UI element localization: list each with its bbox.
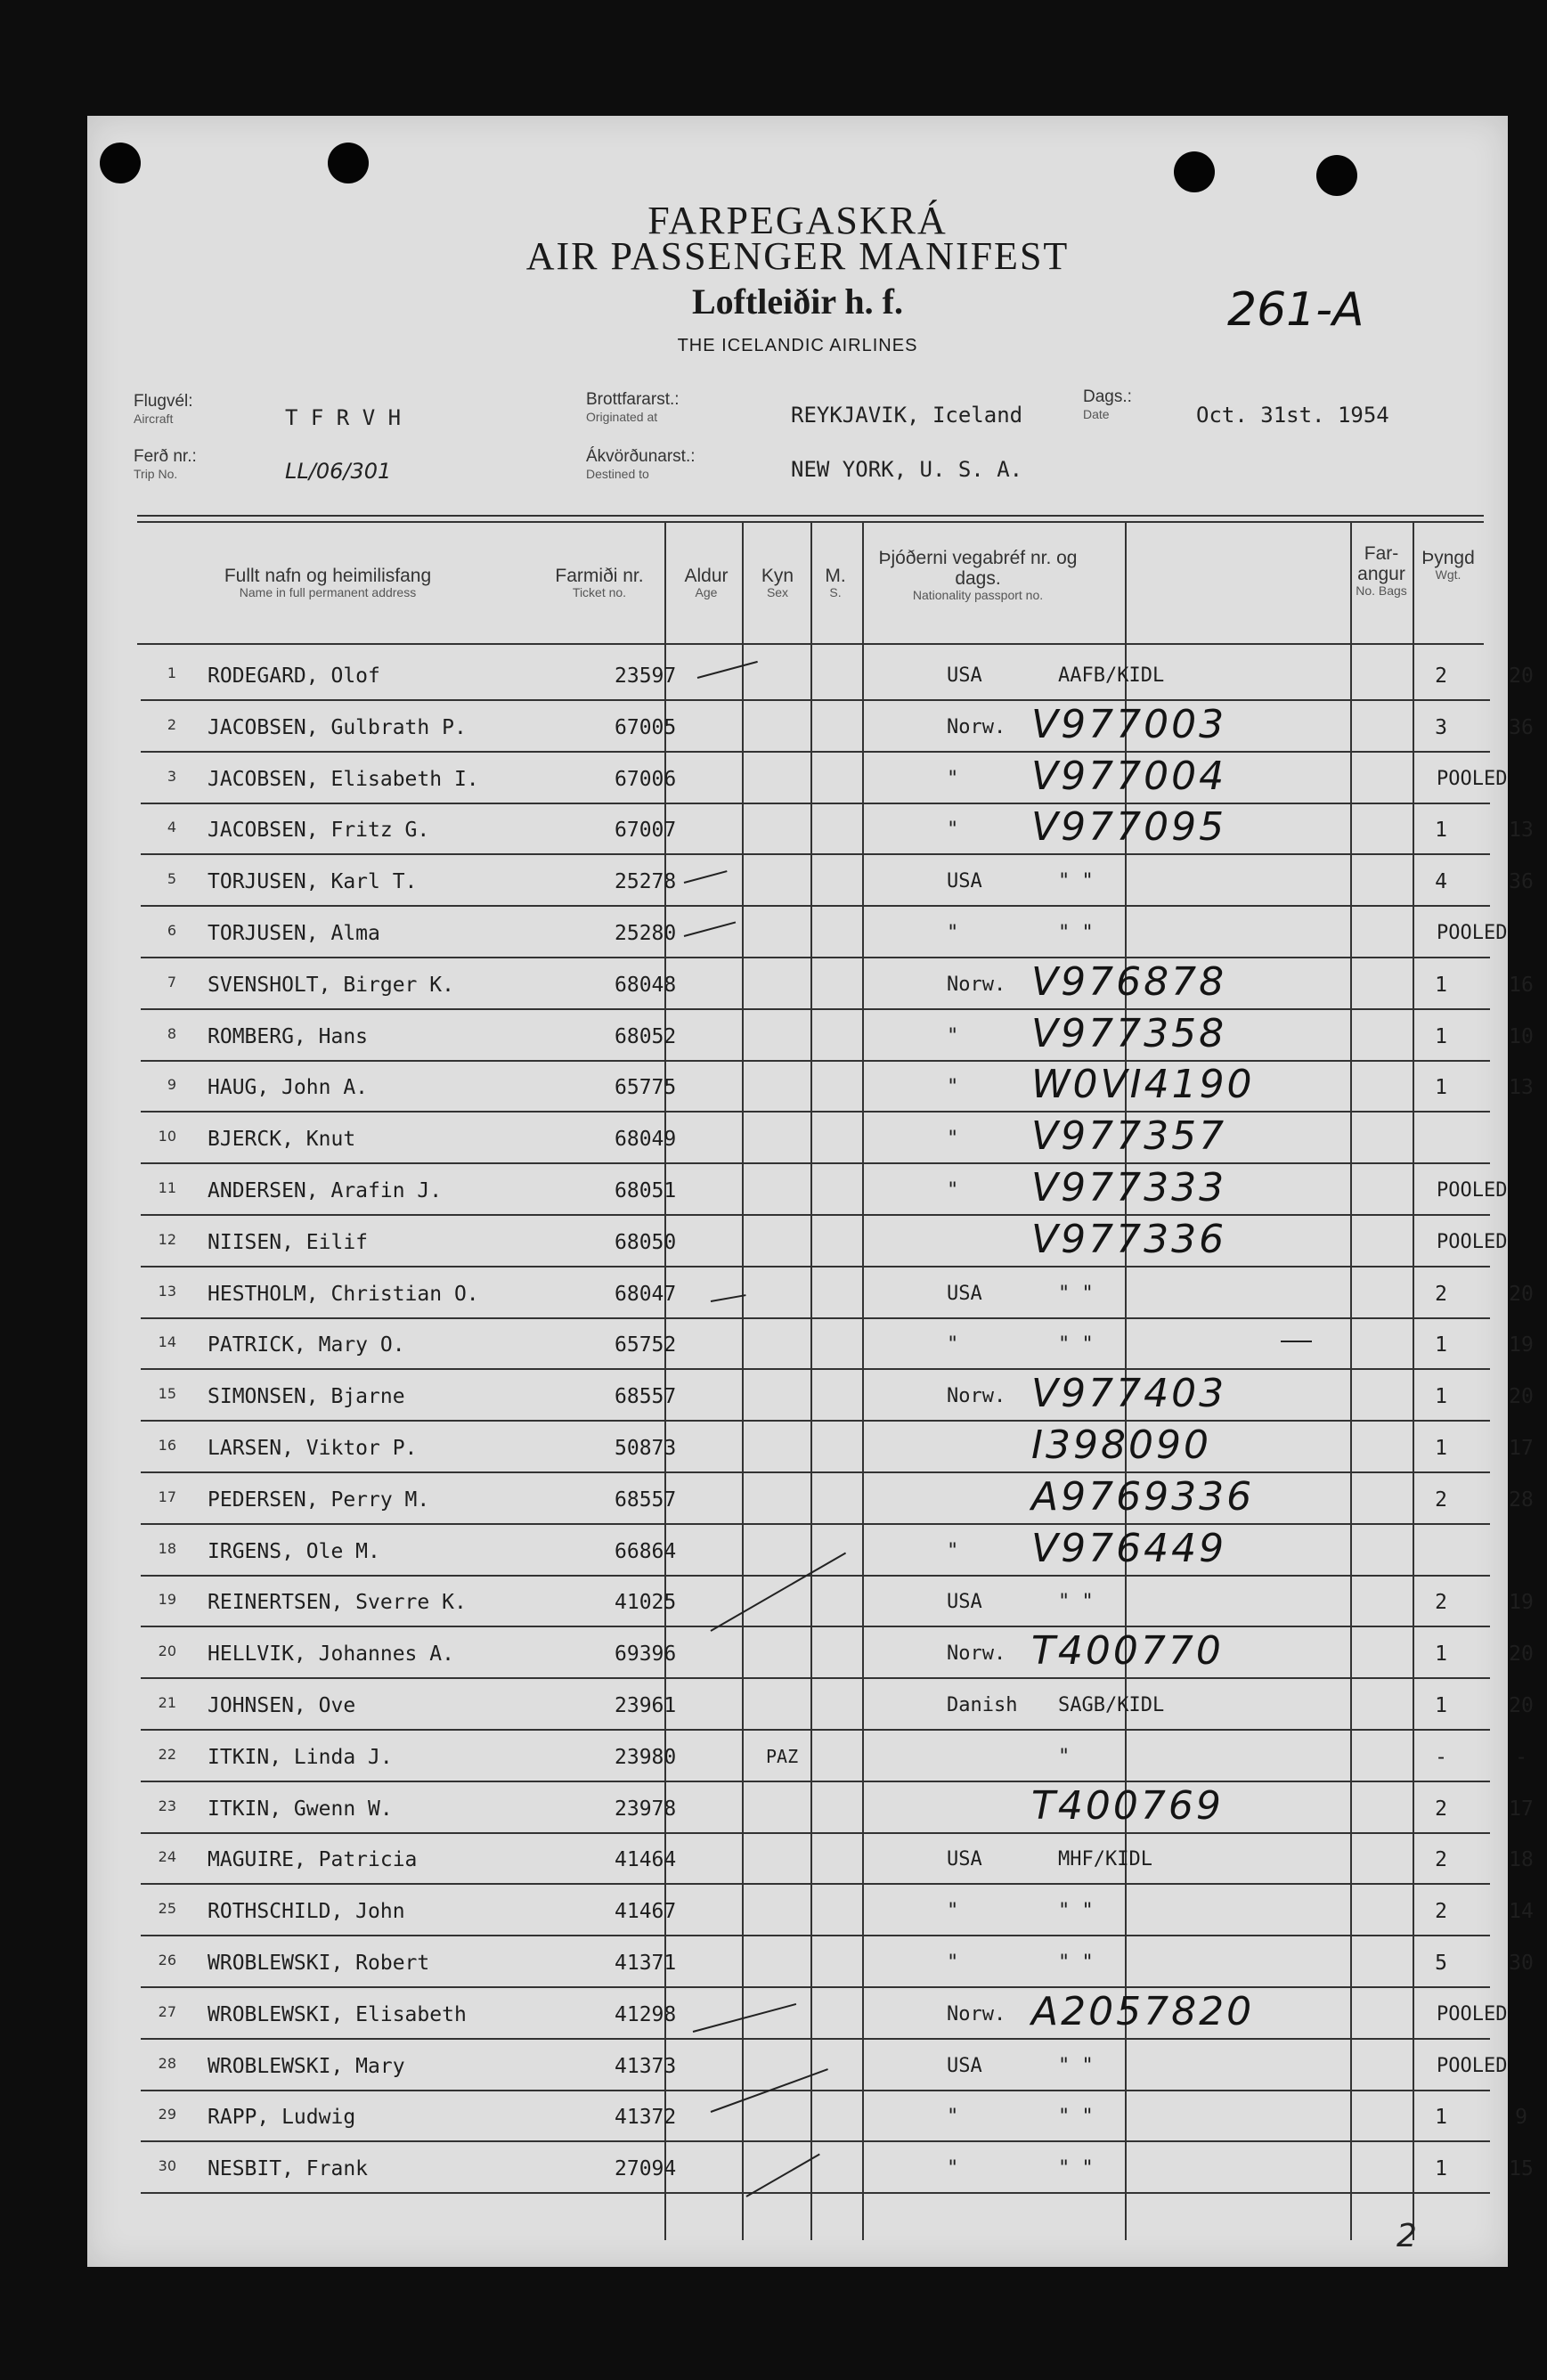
row-number: 11 (158, 1179, 176, 1196)
manifest-sheet (87, 116, 1534, 2267)
nationality: " (947, 1128, 959, 1151)
baggage-weight: 13 (1509, 819, 1534, 843)
passenger-name: RODEGARD, Olof (208, 664, 380, 688)
bag-count: 2 (1435, 1797, 1447, 1821)
ticket-number: 41298 (615, 2002, 677, 2026)
bag-count: 1 (1435, 1694, 1447, 1717)
row-number: 26 (158, 1952, 176, 1968)
col-header-sex: Kyn Sex (761, 566, 794, 600)
passenger-name: HESTHOLM, Christian O. (208, 1282, 479, 1306)
row-number: 27 (158, 2002, 176, 2020)
table-row (141, 1730, 1527, 1782)
title-english: AIR PASSENGER MANIFEST (525, 234, 1070, 278)
pooled-luggage: POOLED (1437, 1230, 1508, 1253)
passport-number: V977095 (1031, 804, 1227, 851)
table-row (141, 1369, 1534, 1422)
passenger-name: NESBIT, Frank (208, 2157, 369, 2181)
table-row (141, 1421, 1534, 1473)
baggage-weight: 14 (1509, 1900, 1534, 1924)
passport-number: V977004 (1031, 753, 1227, 799)
passport-book: " " (1058, 1952, 1094, 1974)
bag-count: 1 (1435, 1437, 1447, 1460)
passport-number: A9769336 (1031, 1473, 1255, 1520)
date-label: Dags.: Date (1083, 387, 1132, 421)
baggage-weight: 16 (1509, 973, 1534, 997)
col-header-age: Aldur Age (684, 566, 729, 600)
passport-book: " " (1058, 1900, 1094, 1923)
passenger-name: JACOBSEN, Gulbrath P. (208, 715, 467, 739)
table-row (141, 1987, 1508, 2040)
ticket-number: 23980 (615, 1745, 677, 1769)
airline-subtitle: THE ICELANDIC AIRLINES (677, 336, 918, 355)
baggage-weight: 18 (1509, 1848, 1534, 1872)
origin-value: REYKJAVIK, Iceland (791, 403, 1023, 428)
passenger-name: LARSEN, Viktor P. (208, 1437, 418, 1460)
row-number: 5 (167, 870, 176, 888)
passenger-name: ROMBERG, Hans (208, 1024, 369, 1048)
nationality: " (947, 1952, 959, 1974)
baggage-weight: 36 (1509, 870, 1534, 894)
baggage-weight: 17 (1509, 1437, 1534, 1460)
passenger-name: ITKIN, Linda J. (208, 1745, 393, 1769)
table-row (141, 1060, 1534, 1113)
row-number: 15 (158, 1385, 176, 1403)
passport-number: W0VI4190 (1031, 1062, 1255, 1108)
table-row (141, 1267, 1534, 1319)
passport-book: MHF/KIDL (1058, 1848, 1152, 1871)
table-row (141, 1317, 1534, 1370)
ticket-number: 67006 (615, 767, 677, 791)
table-row (141, 1472, 1534, 1525)
passport-number: T400769 (1031, 1782, 1224, 1829)
passenger-name: WROBLEWSKI, Elisabeth (208, 2002, 467, 2026)
nationality: " (947, 1333, 959, 1357)
nationality: USA (947, 1591, 982, 1614)
bag-count: 1 (1435, 973, 1447, 997)
table-row (141, 1112, 1490, 1164)
baggage-weight: 19 (1509, 1591, 1534, 1615)
row-number: 9 (167, 1076, 176, 1094)
title-icelandic: FARPEGASKRÁ (647, 199, 948, 242)
header-divider (137, 515, 1484, 517)
ticket-number: 41372 (615, 2106, 677, 2130)
col-header-nationality: Þjóðerni vegabréf nr. og dags. Nationality passport no. (878, 548, 1078, 603)
ticket-number: 41025 (615, 1591, 677, 1615)
passenger-name: PATRICK, Mary O. (208, 1333, 405, 1357)
passenger-name: MAGUIRE, Patricia (208, 1848, 418, 1872)
trip-value: LL/06/301 (285, 459, 392, 484)
bag-count: 1 (1435, 2106, 1447, 2130)
nationality: " (947, 1024, 959, 1047)
passenger-name: REINERTSEN, Sverre K. (208, 1591, 467, 1615)
age-annotation: PAZ (766, 1745, 799, 1767)
table-row (141, 1626, 1534, 1679)
passenger-name: WROBLEWSKI, Robert (208, 1952, 430, 1975)
handwritten-reference: 261-A (1227, 283, 1364, 337)
col-header-bags: Far-angur No. Bags (1356, 543, 1407, 599)
passenger-name: PEDERSEN, Perry M. (208, 1488, 430, 1512)
footer-mark: 2 (1396, 2218, 1417, 2254)
row-number: 2 (167, 715, 176, 733)
row-number: 3 (167, 767, 176, 785)
passport-number: T400770 (1031, 1628, 1224, 1675)
ticket-number: 27094 (615, 2157, 677, 2181)
bag-count: - (1435, 1745, 1447, 1769)
row-number: 12 (158, 1230, 176, 1248)
ticket-number: 65752 (615, 1333, 677, 1357)
passenger-name: HAUG, John A. (208, 1076, 369, 1100)
pooled-luggage: POOLED (1437, 922, 1508, 944)
passport-book: " " (1058, 870, 1094, 893)
nationality: " (947, 1076, 959, 1099)
row-number: 8 (167, 1024, 176, 1042)
bag-count: 3 (1435, 715, 1447, 739)
baggage-weight: 17 (1509, 1797, 1534, 1821)
date-value: Oct. 31st. 1954 (1196, 403, 1389, 428)
table-row (141, 2090, 1527, 2142)
bag-count: 1 (1435, 2157, 1447, 2181)
passenger-name: SVENSHOLT, Birger K. (208, 973, 454, 997)
nationality: USA (947, 1848, 982, 1871)
col-header-ticket: Farmiði nr. Ticket no. (555, 566, 644, 600)
baggage-weight: 20 (1509, 664, 1534, 688)
ticket-number: 25280 (615, 922, 677, 945)
baggage-weight: - (1515, 1745, 1527, 1769)
nationality: Norw. (947, 1385, 1006, 1408)
baggage-weight: 13 (1509, 1076, 1534, 1100)
row-number: 20 (158, 1642, 176, 1660)
baggage-weight: 20 (1509, 1385, 1534, 1409)
passport-book: SAGB/KIDL (1058, 1694, 1165, 1716)
airline-name: Loftleiðir h. f. (691, 281, 903, 322)
pooled-luggage: POOLED (1437, 2054, 1508, 2077)
passport-number: V977003 (1031, 701, 1227, 747)
nationality: Norw. (947, 973, 1006, 996)
pen-stroke (1281, 1341, 1312, 1342)
col-header-name: Fullt nafn og heimilisfang Name in full permanent address (224, 566, 432, 600)
passenger-name: WROBLEWSKI, Mary (208, 2054, 405, 2078)
ticket-number: 41371 (615, 1952, 677, 1975)
ticket-number: 67007 (615, 819, 677, 843)
ticket-number: 41467 (615, 1900, 677, 1924)
ticket-number: 25278 (615, 870, 677, 894)
nationality: " (947, 1539, 959, 1562)
passenger-name: JOHNSEN, Ove (208, 1694, 356, 1717)
punch-hole (1174, 151, 1215, 192)
passport-book: " " (1058, 922, 1094, 944)
row-number: 23 (158, 1797, 176, 1814)
passport-number: A2057820 (1031, 1988, 1255, 2034)
bag-count: 2 (1435, 1848, 1447, 1872)
passport-number: V977403 (1031, 1371, 1227, 1417)
table-row (141, 2039, 1508, 2091)
bag-count: 2 (1435, 664, 1447, 688)
passport-book: " (1058, 1745, 1071, 1768)
table-row (141, 1884, 1534, 1936)
row-number: 16 (158, 1437, 176, 1454)
passport-number: V977357 (1031, 1113, 1227, 1160)
passport-book: AAFB/KIDL (1058, 664, 1165, 687)
bag-count: 1 (1435, 1076, 1447, 1100)
nationality: USA (947, 664, 982, 687)
bag-count: 1 (1435, 1642, 1447, 1667)
passenger-name: IRGENS, Ole M. (208, 1539, 380, 1563)
table-row (141, 752, 1508, 804)
bag-count: 2 (1435, 1282, 1447, 1306)
bag-count: 1 (1435, 819, 1447, 843)
passenger-name: JACOBSEN, Elisabeth I. (208, 767, 479, 791)
passport-book: " " (1058, 2054, 1094, 2077)
baggage-weight: 9 (1515, 2106, 1527, 2130)
nationality: " (947, 922, 959, 944)
col-header-weight: Þyngd Wgt. (1421, 548, 1475, 583)
nationality: " (947, 1179, 959, 1202)
ticket-number: 68047 (615, 1282, 677, 1306)
passport-number: V976449 (1031, 1525, 1227, 1571)
passport-book: " " (1058, 1282, 1094, 1305)
baggage-weight: 20 (1509, 1282, 1534, 1306)
bag-count: 2 (1435, 1591, 1447, 1615)
destination-label: Ákvörðunarst.: Destined to (586, 447, 696, 481)
bag-count: 2 (1435, 1488, 1447, 1512)
passport-number: V976878 (1031, 958, 1227, 1005)
baggage-weight: 20 (1509, 1642, 1534, 1667)
bag-count: 1 (1435, 1333, 1447, 1357)
passenger-name: ANDERSEN, Arafin J. (208, 1179, 443, 1202)
table-row (141, 1936, 1534, 1988)
punch-hole (1316, 155, 1357, 196)
passenger-name: BJERCK, Knut (208, 1128, 356, 1152)
passport-book: " " (1058, 2157, 1094, 2180)
baggage-weight: 28 (1509, 1488, 1534, 1512)
row-number: 10 (158, 1128, 176, 1145)
nationality: " (947, 2157, 959, 2180)
row-number: 22 (158, 1745, 176, 1763)
passenger-name: ITKIN, Gwenn W. (208, 1797, 393, 1821)
origin-label: Brottfararst.: Originated at (586, 390, 680, 424)
column-header-divider (137, 643, 1484, 645)
aircraft-label: Flugvél: Aircraft (134, 392, 193, 426)
pooled-luggage: POOLED (1437, 2002, 1508, 2025)
table-row (141, 1215, 1508, 1267)
bag-count: 2 (1435, 1900, 1447, 1924)
nationality: " (947, 2106, 959, 2129)
baggage-weight: 30 (1509, 1952, 1534, 1975)
ticket-number: 68049 (615, 1128, 677, 1152)
passport-book: " " (1058, 1333, 1094, 1357)
passenger-name: RAPP, Ludwig (208, 2106, 356, 2130)
row-number: 25 (158, 1900, 176, 1918)
destination-value: NEW YORK, U. S. A. (791, 457, 1023, 482)
ticket-number: 23978 (615, 1797, 677, 1821)
baggage-weight: 20 (1509, 1694, 1534, 1717)
row-number: 6 (167, 922, 176, 939)
table-row (141, 1009, 1534, 1062)
table-row (141, 1163, 1508, 1216)
row-number: 7 (167, 973, 176, 990)
table-row (141, 1575, 1534, 1627)
nationality: Norw. (947, 2002, 1006, 2025)
passenger-name: TORJUSEN, Alma (208, 922, 380, 945)
ticket-number: 65775 (615, 1076, 677, 1100)
table-row (141, 803, 1534, 855)
table-row (141, 854, 1534, 907)
ticket-number: 41464 (615, 1848, 677, 1872)
row-number: 18 (158, 1539, 176, 1557)
ticket-number: 68557 (615, 1488, 677, 1512)
nationality: USA (947, 2054, 982, 2077)
pooled-luggage: POOLED (1437, 767, 1508, 790)
ticket-number: 50873 (615, 1437, 677, 1460)
baggage-weight: 36 (1509, 715, 1534, 739)
row-number: 17 (158, 1488, 176, 1505)
table-row (141, 2141, 1534, 2194)
table-row (141, 958, 1534, 1010)
nationality: " (947, 819, 959, 842)
ticket-number: 68050 (615, 1230, 677, 1254)
passport-book: " " (1058, 2106, 1094, 2129)
row-number: 4 (167, 819, 176, 836)
punch-hole (100, 143, 141, 183)
row-number: 13 (158, 1282, 176, 1300)
bag-count: 1 (1435, 1024, 1447, 1048)
row-number: 29 (158, 2106, 176, 2123)
nationality: Danish (947, 1694, 1018, 1716)
passport-book: " " (1058, 1591, 1094, 1614)
passenger-name: JACOBSEN, Fritz G. (208, 819, 430, 843)
table-row (141, 906, 1508, 958)
baggage-weight: 19 (1509, 1333, 1534, 1357)
ticket-number: 66864 (615, 1539, 677, 1563)
aircraft-value: T F R V H (285, 405, 402, 430)
trip-label: Ferð nr.: Trip No. (134, 447, 197, 481)
nationality: USA (947, 870, 982, 893)
ticket-number: 67005 (615, 715, 677, 739)
nationality: Norw. (947, 715, 1006, 738)
row-number: 1 (167, 664, 176, 681)
row-number: 14 (158, 1333, 176, 1351)
ticket-number: 69396 (615, 1642, 677, 1667)
bag-count: 1 (1435, 1385, 1447, 1409)
bag-count: 4 (1435, 870, 1447, 894)
baggage-weight: 10 (1509, 1024, 1534, 1048)
ticket-number: 41373 (615, 2054, 677, 2078)
passenger-name: HELLVIK, Johannes A. (208, 1642, 454, 1667)
table-row (141, 648, 1534, 701)
nationality: Norw. (947, 1642, 1006, 1666)
row-number: 19 (158, 1591, 176, 1609)
punch-hole (328, 143, 369, 183)
row-number: 21 (158, 1694, 176, 1711)
col-header-ms: M. S. (825, 566, 846, 600)
nationality: USA (947, 1282, 982, 1305)
table-row (141, 1678, 1534, 1731)
pooled-luggage: POOLED (1437, 1179, 1508, 1202)
row-number: 28 (158, 2054, 176, 2072)
row-number: 30 (158, 2157, 176, 2175)
row-number: 24 (158, 1848, 176, 1866)
passport-number: V977358 (1031, 1010, 1227, 1056)
passenger-name: ROTHSCHILD, John (208, 1900, 405, 1924)
passenger-name: SIMONSEN, Bjarne (208, 1385, 405, 1409)
ticket-number: 68051 (615, 1179, 677, 1202)
passenger-name: TORJUSEN, Karl T. (208, 870, 418, 894)
nationality: " (947, 1900, 959, 1923)
ticket-number: 23961 (615, 1694, 677, 1717)
ticket-number: 23597 (615, 664, 677, 688)
passenger-name: NIISEN, Eilif (208, 1230, 369, 1254)
passport-number: V977336 (1031, 1216, 1227, 1262)
bag-count: 5 (1435, 1952, 1447, 1975)
table-row (141, 1832, 1534, 1885)
passport-number: I398090 (1031, 1422, 1211, 1468)
table-row (141, 700, 1534, 753)
ticket-number: 68052 (615, 1024, 677, 1048)
table-row (141, 1781, 1534, 1834)
passport-number: V977333 (1031, 1165, 1227, 1210)
baggage-weight: 15 (1509, 2157, 1534, 2181)
nationality: " (947, 767, 959, 790)
ticket-number: 68048 (615, 973, 677, 997)
ticket-number: 68557 (615, 1385, 677, 1409)
